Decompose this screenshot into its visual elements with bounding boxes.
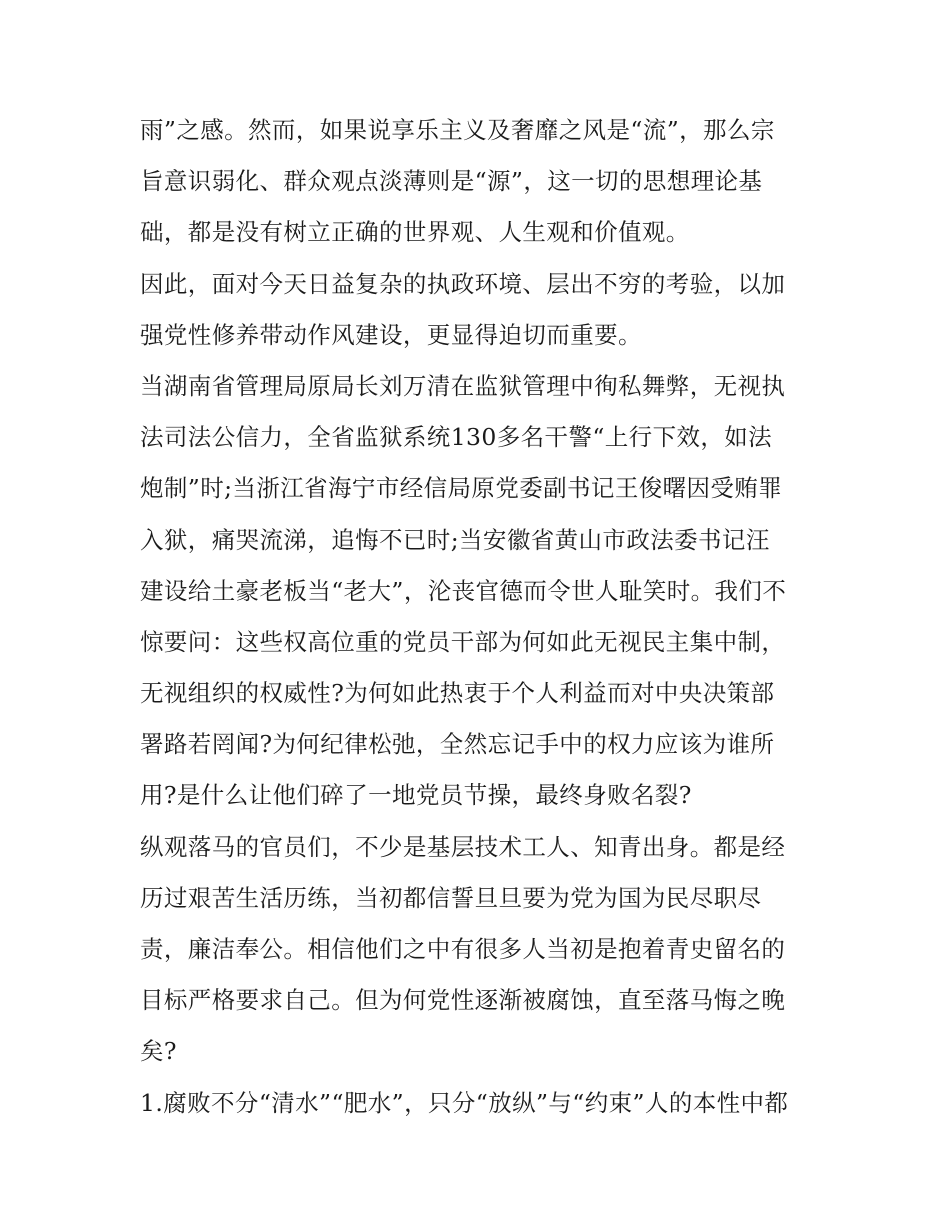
text-line: 惊要问：这些权高位重的党员干部为何如此无视民主集中制，: [140, 627, 786, 656]
text-line: 因此，面对今天日益复杂的执政环境、层出不穷的考验，以加: [140, 269, 786, 298]
text-line: 强党性修养带动作风建设，更显得迫切而重要。: [140, 320, 642, 349]
text-line: 炮制”时;当浙江省海宁市经信局原党委副书记王俊曙因受贿罪: [140, 474, 783, 503]
text-line: 旨意识弱化、群众观点淡薄则是“源”，这一切的思想理论基: [140, 167, 763, 196]
text-line: 责，廉洁奉公。相信他们之中有很多人当初是抱着青史留名的: [140, 935, 786, 963]
text-line: 矣?: [140, 1037, 177, 1066]
body-text: [140, 105, 820, 1129]
text-line: 目标严格要求自己。但为何党性逐渐被腐蚀，直至落马悔之晚: [140, 986, 786, 1015]
text-line: 础，都是没有树立正确的世界观、人生观和价值观。: [140, 218, 690, 247]
text-line: 历过艰苦生活历练，当初都信誓旦旦要为党为国为民尽职尽: [140, 883, 762, 912]
text-line: 入狱，痛哭流涕，追悔不已时;当安徽省黄山市政法委书记汪: [140, 525, 770, 554]
text-line: 建设给土豪老板当“老大”，沦丧官德而令世人耻笑时。我们不: [140, 576, 787, 605]
text-line: 署路若罔闻?为何纪律松弛，全然忘记手中的权力应该为谁所: [140, 730, 775, 759]
text-line: 纵观落马的官员们，不少是基层技术工人、知青出身。都是经: [140, 832, 786, 861]
text-line: 当湖南省管理局原局长刘万清在监狱管理中徇私舞弊，无视执: [140, 371, 786, 400]
text-line: 1.腐败不分“清水”“肥水”，只分“放纵”与“约束”人的本性中都: [140, 1088, 789, 1117]
text-line: 无视组织的权威性?为何如此热衷于个人利益而对中央决策部: [140, 679, 775, 708]
text-line: 雨”之感。然而，如果说享乐主义及奢靡之风是“流”，那么宗: [140, 116, 775, 144]
text-line: 法司法公信力，全省监狱系统130多名干警“上行下效，如法: [140, 423, 773, 452]
text-line: 用?是什么让他们碎了一地党员节操，最终身败名裂?: [140, 781, 692, 810]
